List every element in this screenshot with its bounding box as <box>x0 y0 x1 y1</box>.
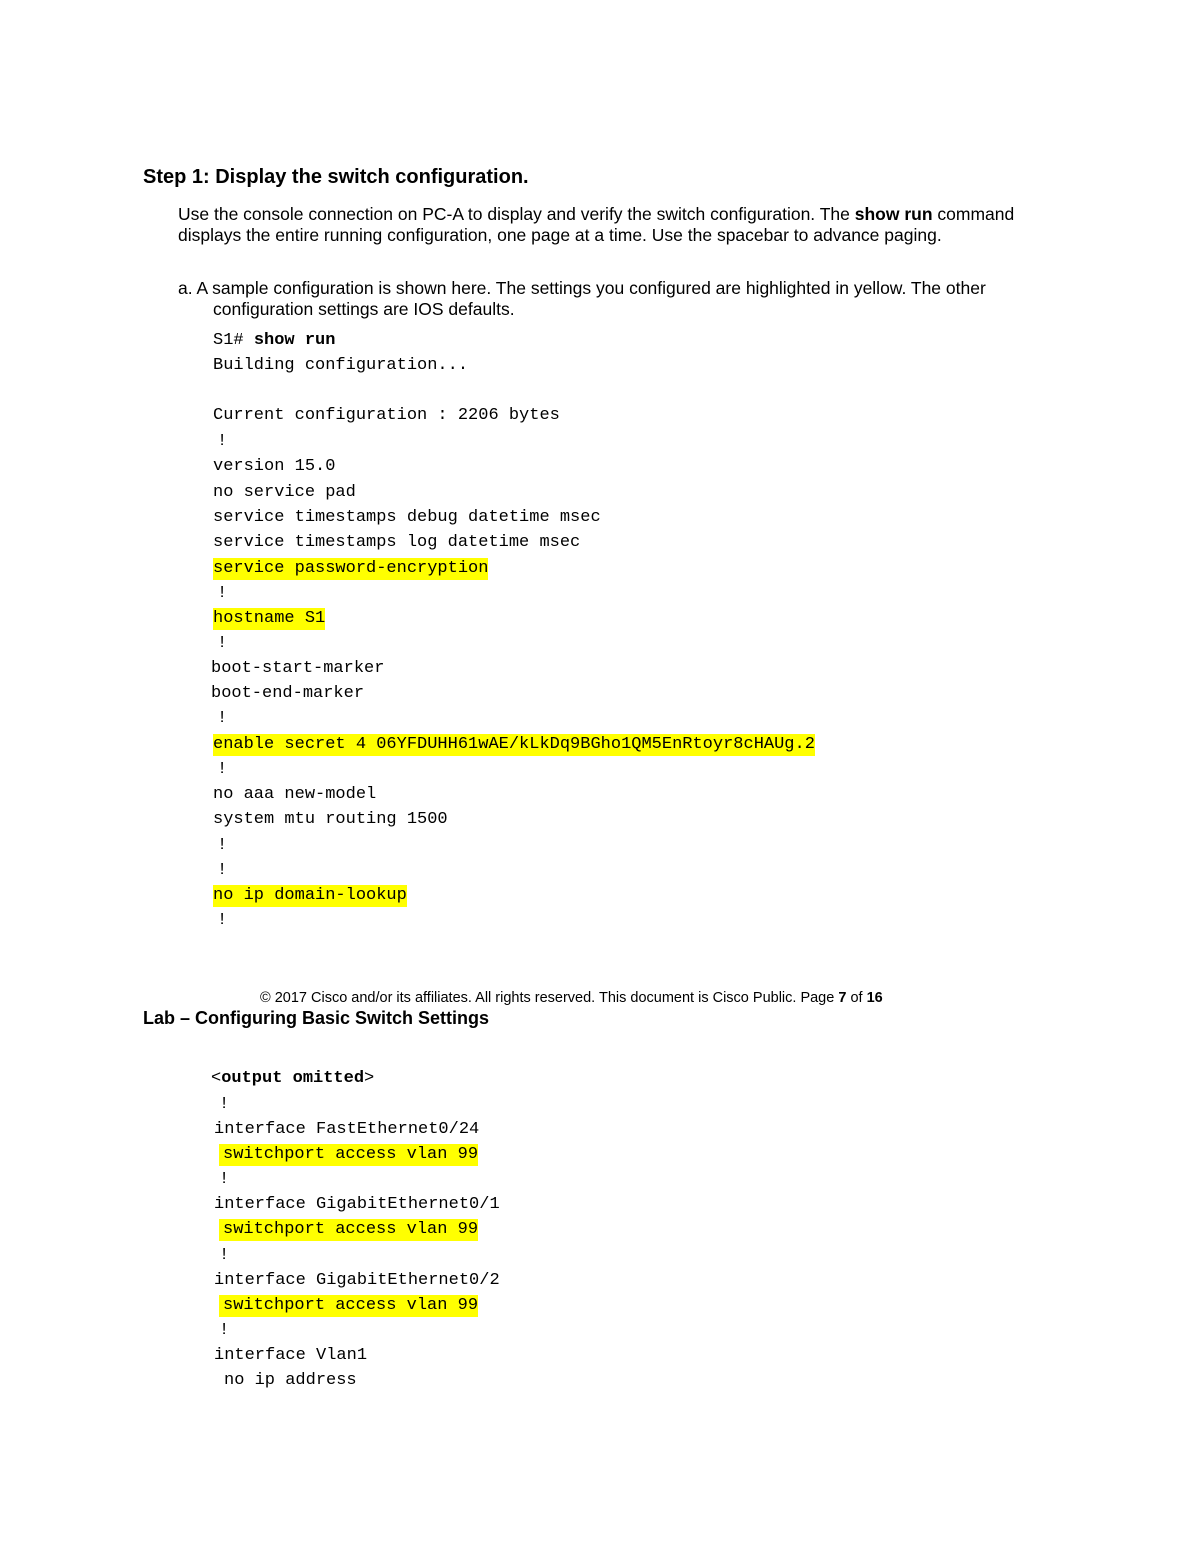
code-line-highlighted: service password-encryption <box>213 559 489 578</box>
code-line: ! <box>217 836 228 855</box>
output-omitted: output omitted <box>221 1069 365 1088</box>
code-line: interface GigabitEthernet0/1 <box>214 1195 500 1214</box>
list-marker: a. <box>178 278 193 298</box>
code-line-highlighted: switchport access vlan 99 <box>219 1144 478 1166</box>
show-run-command: show run <box>854 204 933 224</box>
omitted-gt: > <box>364 1069 375 1088</box>
page-total: 16 <box>866 990 883 1006</box>
code-line: service timestamps log datetime msec <box>213 533 581 552</box>
code-line: no aaa new-model <box>213 785 377 804</box>
intro-paragraph <box>178 204 1038 246</box>
code-line: no service pad <box>213 483 356 502</box>
step-heading: Step 1: Display the switch configuration. <box>143 166 529 188</box>
intro-text-2: command displays the entire running configuration, one page at a time. Use the spacebar to advance paging. <box>178 204 1015 245</box>
cli-prompt: S1# <box>213 331 254 350</box>
code-line: ! <box>217 584 228 603</box>
list-item-text: A sample configuration is shown here. The settings you configured are highlighted in yellow. The other configuration settings are IOS defaults. <box>196 278 986 319</box>
code-line: ! <box>219 1321 230 1340</box>
code-line: ! <box>219 1095 230 1114</box>
page-footer <box>260 990 883 1006</box>
code-line: Current configuration : 2206 bytes <box>213 406 560 425</box>
code-line: ! <box>217 760 228 779</box>
code-line: ! <box>219 1246 230 1265</box>
intro-text-1: Use the console connection on PC-A to display and verify the switch configuration. The <box>178 204 855 224</box>
code-line-prompt <box>213 330 335 352</box>
code-line: Building configuration... <box>213 356 469 375</box>
code-line-omitted <box>211 1068 374 1090</box>
code-line: service timestamps debug datetime msec <box>213 508 601 527</box>
cli-command: show run <box>253 331 336 350</box>
code-line: no ip address <box>224 1371 357 1390</box>
code-line-highlighted: no ip domain-lookup <box>213 886 407 905</box>
code-line: ! <box>217 911 228 930</box>
code-line: ! <box>217 709 228 728</box>
lab-title: Lab – Configuring Basic Switch Settings <box>143 1008 490 1028</box>
code-line: ! <box>217 432 228 451</box>
code-line: boot-start-marker <box>211 659 385 678</box>
code-line: boot-end-marker <box>211 684 365 703</box>
code-line: ! <box>219 1170 230 1189</box>
code-line: ! <box>217 634 228 653</box>
footer-of: of <box>846 990 867 1006</box>
code-line-highlighted: enable secret 4 06YFDUHH61wAE/kLkDq9BGho1QM5EnRtoyr8cHAUg.2 <box>213 735 815 754</box>
code-line: interface Vlan1 <box>214 1346 368 1365</box>
copyright-text: © 2017 Cisco and/or its affiliates. All rights reserved. This document is Cisco Public. Page <box>260 990 839 1006</box>
list-item-a <box>178 278 1038 320</box>
omitted-lt: < <box>211 1069 222 1088</box>
code-line-highlighted: switchport access vlan 99 <box>219 1219 478 1241</box>
code-line: interface GigabitEthernet0/2 <box>214 1271 500 1290</box>
page-number: 7 <box>838 990 847 1006</box>
code-line: system mtu routing 1500 <box>213 810 448 829</box>
code-line: ! <box>217 861 228 880</box>
code-line-highlighted: switchport access vlan 99 <box>219 1295 478 1317</box>
code-line: interface FastEthernet0/24 <box>214 1120 480 1139</box>
code-line-highlighted: hostname S1 <box>213 609 326 628</box>
code-line: version 15.0 <box>213 457 336 476</box>
